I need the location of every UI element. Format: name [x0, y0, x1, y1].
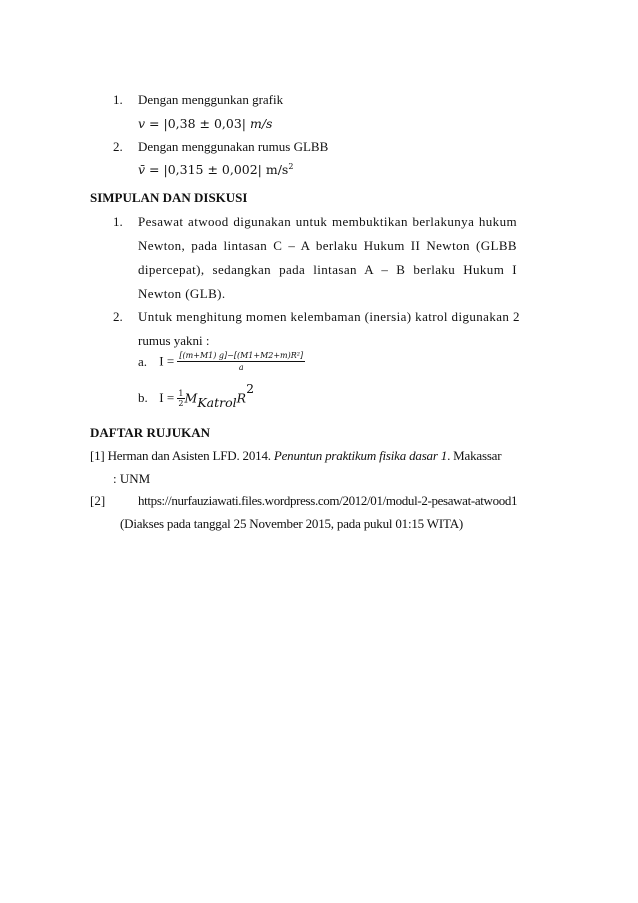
equals-sign: =	[145, 116, 164, 131]
formula-b-label: b.	[138, 390, 148, 406]
simpulan-item-1-line-4: Newton (GLB).	[138, 286, 226, 301]
formula-b-frac-bot: 2	[178, 398, 184, 408]
average-velocity-symbol: v̄	[138, 162, 146, 178]
reference-1-suffix: . Makassar	[447, 448, 502, 463]
section-heading-simpulan: SIMPULAN DAN DISKUSI	[90, 190, 248, 205]
velocity-unit: m/s	[249, 116, 273, 131]
result-item-2-formula	[138, 162, 293, 177]
formula-b-half	[177, 389, 184, 408]
simpulan-item-2-line-2: rumus yakni :	[138, 333, 210, 348]
formula-b-lhs: I =	[159, 390, 175, 406]
formula-b-mass: M	[184, 390, 198, 406]
simpulan-item-1-number: 1.	[113, 214, 123, 229]
simpulan-item-2-number: 2.	[113, 309, 123, 324]
equals-sign: =	[145, 162, 164, 178]
simpulan-item-1-line-3: dipercepat), sedangkan pada lintasan A – B berlaku Hukum I	[138, 262, 517, 277]
result-item-1-formula	[138, 116, 272, 131]
reference-2-number: [2]	[90, 493, 106, 508]
formula-a-numerator: [(m+M1) g]−[(M1+M2+m)R²]	[179, 351, 304, 360]
reference-1-title: Penuntun praktikum fisika dasar 1	[273, 448, 448, 463]
velocity-symbol: v	[138, 116, 146, 131]
formula-a-label: a.	[138, 353, 148, 369]
formula-a-lhs: I =	[159, 353, 175, 369]
velocity-value: |0,38 ± 0,03|	[163, 116, 246, 131]
result-item-2-text: Dengan menggunakan rumus GLBB	[138, 139, 329, 154]
formula-b-frac-top: 1	[178, 388, 184, 398]
result-item-2-number: 2.	[113, 139, 123, 154]
reference-2-url[interactable]: https://nurfauziawati.files.wordpress.com/2012/01/modul-2-pesawat-atwood1	[138, 493, 518, 508]
reference-1-continuation: : UNM	[113, 471, 151, 486]
formula-a	[138, 350, 305, 373]
section-heading-daftar-rujukan: DAFTAR RUJUKAN	[90, 425, 211, 440]
formula-a-denominator: a	[238, 363, 244, 372]
simpulan-item-2-line-1: Untuk menghitung momen kelembaman (inersia) katrol digunakan 2	[138, 309, 520, 324]
reference-1-prefix: [1] Herman dan Asisten LFD. 2014.	[90, 448, 274, 463]
simpulan-item-1-line-2: Newton, pada lintasan C – A berlaku Hukum II Newton (GLBB	[138, 238, 517, 253]
formula-b-subscript: Katrol	[197, 395, 237, 410]
result-item-1-text: Dengan menggunkan grafik	[138, 92, 284, 107]
average-velocity-value: |0,315 ± 0,002| m/s	[163, 162, 289, 178]
formula-b	[138, 381, 254, 410]
reference-2-access-date: (Diakses pada tanggal 25 November 2015, pada pukul 01:15 WITA)	[120, 516, 464, 531]
simpulan-item-1-line-1: Pesawat atwood digunakan untuk membuktikan berlakunya hukum	[138, 214, 517, 229]
unit-exponent: 2	[288, 162, 294, 171]
formula-b-exponent: 2	[246, 381, 255, 396]
result-item-1-number: 1.	[113, 92, 123, 107]
formula-a-fraction	[177, 350, 305, 373]
formula-b-radius: R	[236, 390, 247, 406]
reference-1	[90, 448, 501, 464]
